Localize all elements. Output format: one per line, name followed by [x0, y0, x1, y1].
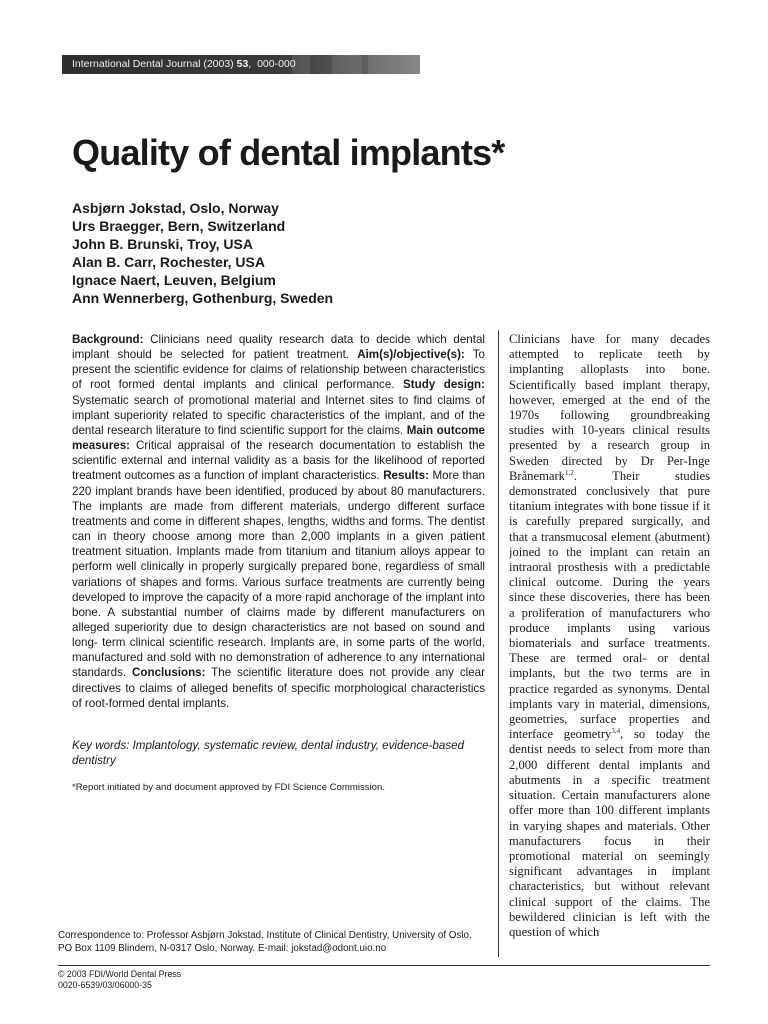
issn-line: 0020-6539/03/06000-35	[58, 980, 152, 990]
journal-banner	[62, 55, 420, 74]
abstract-measures-label: Main outcome measures:	[72, 423, 485, 453]
keywords: Key words: Implantology, systematic review, dental industry, evidence-based dentistry	[72, 739, 465, 767]
author: John B. Brunski, Troy, USA	[72, 236, 253, 252]
article-title: Quality of dental implants*	[72, 132, 505, 173]
abstract-background: Clinicians need quality research data to decide which dental implant should be selected for patient treatment.	[72, 333, 485, 362]
banner-segment	[332, 55, 362, 74]
body-text: , so today the dentist needs to select from more than 2,000 different dental implants and abutments in a specific treatment situation. Certain manufacturers alone offer more than 100 different implants in varying shapes and materials. Other manufacturers focus in their promotional material on seemingly significant advantages in implant characteristics, but without relevant clinical support of the claims. The bewildered clinician is left with the question of which	[509, 727, 710, 939]
author: Alan B. Carr, Rochester, USA	[72, 254, 265, 270]
abstract-background-label: Background:	[72, 333, 144, 346]
abstract-aims-label: Aim(s)/objective(s):	[357, 348, 465, 362]
body-text: Clinicians have for many decades attempted to replicate teeth by implanting alloplasts into bone. Scientifically based implant therapy, however, emerged at the end of the 1970s following groundbreaking studies with 10-years clinical results presented by a research group in Sweden directed by Dr Per-Inge Brånemark	[509, 332, 710, 483]
abstract-measures: Critical appraisal of the research documentation to establish the scientific external and internal validity as a basis for the likelihood of reported treatment outcomes as a function of implant characteristics.	[72, 439, 485, 483]
abstract-conclusions-label: Conclusions:	[132, 666, 206, 680]
abstract-conclusions: The scientific literature does not provide any clear directives to claims of alleged benefits of specific morphological characteristics of root-formed dental implants.	[72, 666, 485, 710]
body-text-column	[509, 332, 710, 957]
abstract	[72, 332, 485, 711]
abstract-aims: To present the scientific evidence for claims of relationship between characteristics of root formed dental implants and clinical performance.	[72, 348, 485, 392]
author: Ignace Naert, Leuven, Belgium	[72, 272, 276, 288]
copyright-line: © 2003 FDI/World Dental Press	[58, 969, 182, 979]
author: Urs Braegger, Bern, Switzerland	[72, 218, 286, 234]
body-text: . Their studies demonstrated conclusively that pure titanium integrates with bone tissue if it is carefully prepared surgically, and that a transmucosal element (abutment) joined to the implant can retain an intraoral prosthesis with a predictable clinical outcome. During the years since these discoveries, there has been a proliferation of manufacturers who produce implants using various biomaterials and surface treatments. These are termed oral- or dental implants, but the two terms are in practice regarded as synonyms. Dental implants vary in material, dimensions, geometries, surface properties and interface geometry	[509, 468, 710, 742]
citation-ref: 1,2	[564, 468, 574, 477]
column-divider	[498, 330, 499, 957]
footer-divider	[58, 965, 710, 966]
journal-volume: 53	[236, 58, 249, 70]
author-list	[72, 199, 333, 307]
journal-name: International Dental Journal (2003)	[72, 58, 234, 70]
citation-ref: 3,4	[611, 727, 621, 736]
abstract-design: Systematic search of promotional material and Internet sites to find claims of implant superiority related to specific characteristics of the implant, and of the dental research literature to find scientific support for the claims.	[72, 393, 485, 437]
footnote: *Report initiated by and document approved by FDI Science Commission.	[72, 782, 386, 793]
abstract-design-label: Study design:	[403, 378, 485, 392]
author: Ann Wennerberg, Gothenburg, Sweden	[72, 290, 334, 306]
journal-pages: 000-000	[257, 58, 296, 70]
abstract-results: More than 220 implant brands have been identified, produced by about 80 manufacturers. The implants are made from different materials, undergo different surface treatments and come in different shapes, lengths, widths and forms. The dentist can in theory choose among more than 2,000 implants in a given patient treatment situation. Implants made from titanium and titanium alloys appear to perform well clinically in properly surgically prepared bone, regardless of small variations of shapes and forms. Various surface treatments are currently being developed to improve the capacity of a more rapid anchorage of the implant into bone. A substantial number of claims made by different manufacturers on alleged superiority due to design characteristics are not based on sound and long- term clinical scientific research. Implants are, in some parts of the world, manufactured and sold with no demonstration of adherence to any international standards.	[72, 469, 485, 680]
author: Asbjørn Jokstad, Oslo, Norway	[72, 200, 279, 216]
journal-citation: International Dental Journal (2003) 53, 000-000	[72, 58, 296, 70]
copyright	[58, 969, 181, 991]
banner-segment	[368, 55, 428, 74]
correspondence: Correspondence to: Professor Asbjørn Jokstad, Institute of Clinical Dentistry, University of Oslo, PO Box 1109 Blindern, N-0317 Oslo, Norway. E-mail: jokstad@odont.uio.no	[58, 930, 472, 954]
abstract-results-label: Results:	[383, 469, 429, 483]
